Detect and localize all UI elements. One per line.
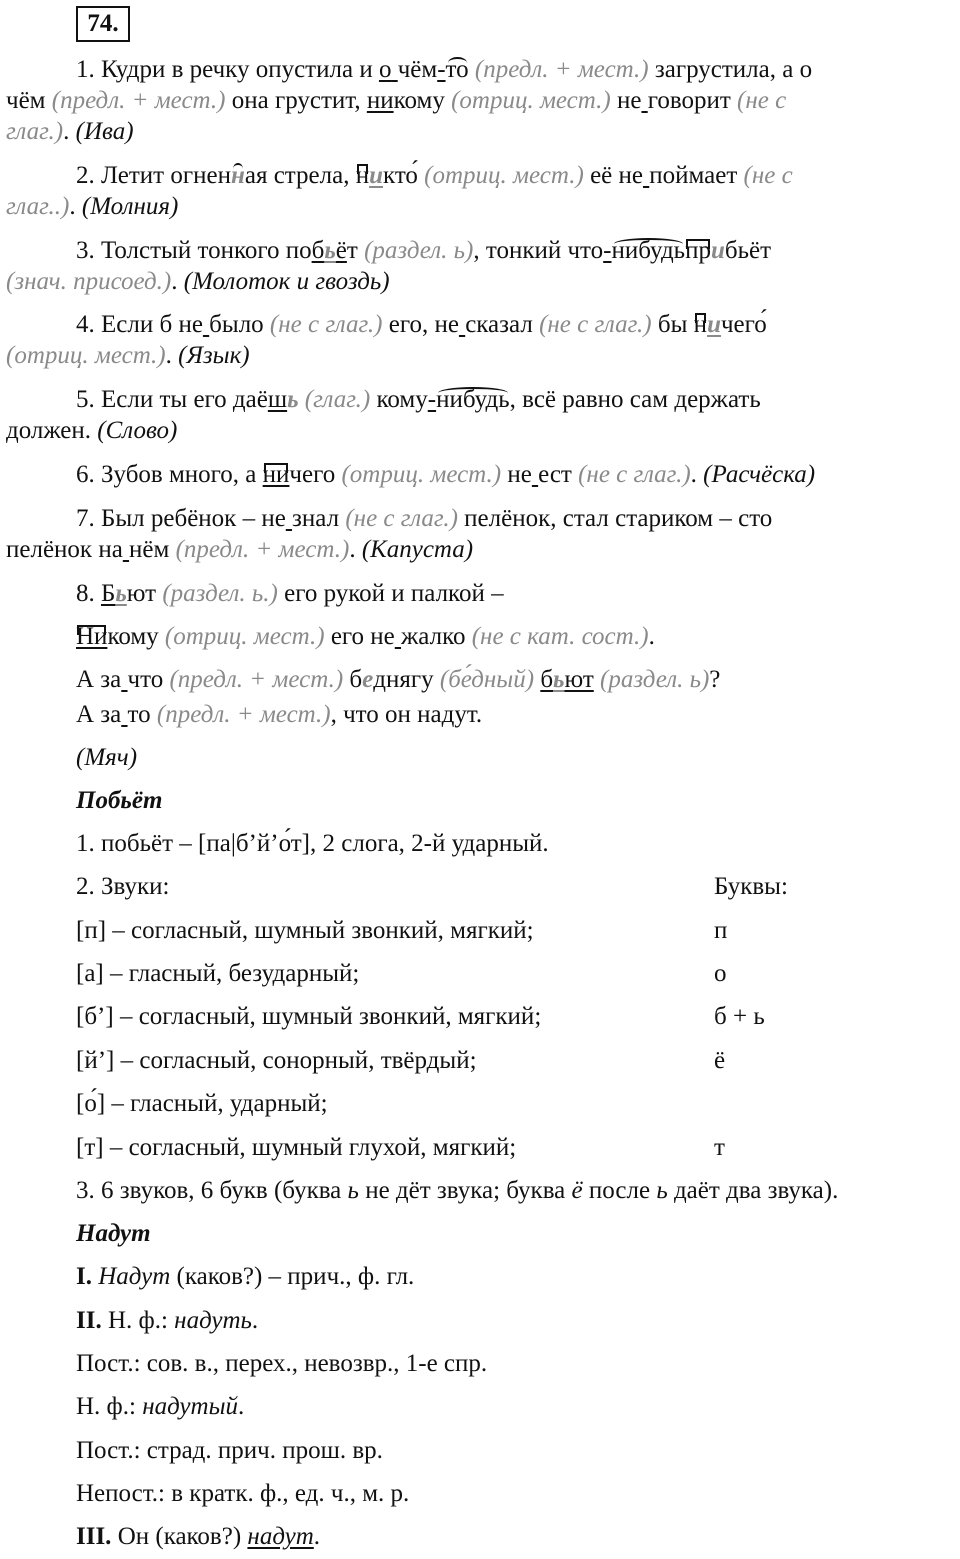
word-nadut: надут: [247, 1523, 314, 1550]
text: чего: [289, 461, 342, 488]
grammar-note: (раздел. ь.): [162, 580, 278, 607]
text: , что он надут.: [330, 701, 483, 728]
hyphen-mark: -: [603, 237, 612, 264]
letter-b: б: [540, 666, 554, 693]
text: .: [313, 1523, 321, 1550]
riddle-4-line-1: [76, 310, 767, 340]
text: не: [501, 461, 532, 488]
morph-line-6: Непост.: в кратк. ф., ед. ч., м. р.: [76, 1480, 410, 1507]
text: кто́: [383, 162, 425, 189]
sound-row-5: [о́] – гласный, ударный;: [76, 1090, 328, 1117]
riddle-answer: (Ива): [75, 118, 134, 145]
text: нём: [129, 536, 176, 563]
text: чём: [6, 87, 52, 114]
riddle-8-line-1: [76, 579, 504, 609]
text: знал: [292, 505, 346, 532]
riddle-answer: (Молоток и гвоздь): [183, 268, 390, 295]
text: её не: [583, 162, 643, 189]
prefix-pr: пр: [685, 237, 711, 264]
text: т: [346, 237, 365, 264]
text: .: [63, 118, 76, 145]
text: 3. Толстый тонкого по: [76, 237, 312, 264]
grammar-note: (отриц. мест.): [164, 623, 325, 650]
prefix-ni: ни: [366, 87, 394, 114]
grammar-note: (раздел. ь): [600, 666, 710, 693]
text: .: [251, 1307, 259, 1334]
text: ая стрела,: [244, 162, 356, 189]
soft-sign: ь: [324, 237, 336, 264]
text: , тонкий что: [473, 237, 604, 264]
riddle-answer: (Мяч): [76, 744, 138, 771]
text: сказал: [465, 311, 540, 338]
text: пелёнок на: [6, 536, 123, 563]
soft-sign: ь: [115, 580, 127, 607]
text: 4. Если б не: [76, 311, 203, 338]
check-word: (бе́дный): [439, 666, 535, 693]
text: было: [209, 311, 270, 338]
suffix-to: то: [445, 56, 469, 83]
grammar-note: глаг.): [6, 118, 64, 145]
text: .: [165, 342, 179, 369]
sound-row-6: [т] – согласный, шумный глухой, мягкий;: [76, 1134, 517, 1161]
morph-line-4: [76, 1392, 244, 1422]
phonetic-line: 1. побьёт – [па|б’й’о́т], 2 слога, 2-й ударный.: [76, 830, 549, 857]
text: кому: [393, 87, 452, 114]
letter-yo: ё: [571, 1177, 583, 1204]
grammar-note: (не с кат. сост.): [471, 623, 649, 650]
text: после: [582, 1177, 657, 1204]
sound-row-1: [п] – согласный, шумный звонкий, мягкий;: [76, 917, 534, 944]
vowel-i: и: [369, 162, 383, 189]
grammar-note: (отриц. мест.): [424, 162, 584, 189]
suffix-nibud: нибудь: [611, 237, 686, 264]
word-nadut: Надут: [98, 1263, 171, 1290]
count-line: [76, 1176, 838, 1206]
vowel-i: и: [707, 311, 721, 338]
riddle-6-line-1: [76, 460, 815, 490]
letters-header: Буквы:: [714, 873, 788, 900]
grammar-note: (отриц. мест.): [341, 461, 502, 488]
word-nadut: надуть: [174, 1307, 252, 1334]
task-number: 74.: [76, 6, 130, 42]
riddle-3-line-1: [76, 236, 771, 266]
riddle-8-line-2: [76, 622, 655, 652]
text: 8.: [76, 580, 101, 607]
riddle-1-line-2: [6, 86, 786, 116]
hyphen-mark: -: [437, 56, 446, 83]
grammar-note: (не с глаг.): [578, 461, 691, 488]
text: 1. Кудри в речку опустила и: [76, 56, 379, 83]
letter-soft-sign: ь: [656, 1177, 668, 1204]
text: .: [648, 623, 655, 650]
heading-nadut: Надут: [76, 1220, 151, 1247]
grammar-note: (предл. + мест.): [474, 56, 649, 83]
grammar-note: (предл. + мест.): [169, 666, 344, 693]
suffix-n: н: [230, 162, 245, 189]
roman-numeral: II.: [76, 1307, 102, 1334]
grammar-note: (глаг.): [304, 386, 371, 413]
text: пелёнок, стал стариком – сто: [457, 505, 773, 532]
riddle-answer: (Расчёска): [703, 461, 816, 488]
text: А за: [76, 701, 122, 728]
prefix-n: н: [693, 311, 708, 338]
grammar-note: глаг..): [6, 193, 70, 220]
riddle-answer: (Язык): [178, 342, 250, 369]
letter-row-1: п: [714, 917, 728, 944]
morph-line-1: [76, 1262, 414, 1292]
sound-row-3: [б’] – согласный, шумный звонкий, мягкий;: [76, 1003, 542, 1030]
riddle-8-line-3: [76, 665, 720, 695]
riddle-3-line-2: [6, 267, 390, 297]
grammar-note: (не с глаг.): [345, 505, 458, 532]
riddle-4-line-2: [6, 341, 250, 371]
text: А за: [76, 666, 122, 693]
text: .: [349, 536, 362, 563]
letter-row-3: б + ь: [714, 1003, 765, 1030]
text: 3. 6 звуков, 6 букв (буква: [76, 1177, 348, 1204]
text: днягу: [373, 666, 440, 693]
grammar-note: (предл. + мест.): [51, 87, 226, 114]
text: .: [238, 1393, 245, 1420]
soft-sign: ь: [287, 386, 299, 413]
prep-o: о: [378, 56, 392, 83]
grammar-note: (не с глаг.): [269, 311, 383, 338]
text: его, не: [382, 311, 459, 338]
text: чего́: [720, 311, 767, 338]
vowel-e: е: [362, 666, 374, 693]
text: жалко: [401, 623, 472, 650]
grammar-note: (не с глаг.): [539, 311, 652, 338]
text: ?: [709, 666, 721, 693]
text: .: [690, 461, 704, 488]
text: 5. Если ты его даё: [76, 386, 268, 413]
suffix-nibud: нибудь: [436, 386, 510, 413]
riddle-7-line-1: [76, 504, 772, 534]
text: бы: [651, 311, 694, 338]
word-nadutyy: надутый: [142, 1393, 239, 1420]
riddle-7-line-2: [6, 535, 473, 565]
grammar-note: (знач. присоед.): [6, 268, 172, 295]
grammar-note: (раздел. ь): [364, 237, 474, 264]
letter-row-2: о: [714, 960, 727, 987]
text: .: [69, 193, 82, 220]
text: не: [610, 87, 642, 114]
letter-row-4: ё: [714, 1047, 726, 1074]
text: то: [127, 701, 157, 728]
text: ют: [126, 580, 163, 607]
prefix-ni: ни: [262, 461, 290, 488]
text: не дёт звука; буква: [358, 1177, 572, 1204]
text: , всё равно сам держать: [509, 386, 761, 413]
text: .: [171, 268, 184, 295]
word-chem: чём: [397, 56, 438, 83]
grammar-note: (предл. + мест.): [156, 701, 331, 728]
text: что: [127, 666, 170, 693]
text: Он (каков?): [111, 1523, 248, 1550]
riddle-5-line-1: [76, 385, 761, 415]
riddle-answer: (Капуста): [361, 536, 474, 563]
grammar-note: (не с: [743, 162, 793, 189]
soft-sign: ь: [553, 666, 565, 693]
text: 6. Зубов много, а: [76, 461, 263, 488]
riddle-1-line-3: [6, 117, 134, 147]
grammar-note: (отриц. мест.): [6, 342, 166, 369]
grammar-note: (отриц. мест.): [451, 87, 611, 114]
text: Н. ф.:: [101, 1307, 175, 1334]
letter-b: Б: [101, 580, 116, 607]
text: загрустила, а о: [648, 56, 813, 83]
vowel-i: и: [710, 237, 725, 264]
heading-pobyot: Побьёт: [76, 787, 163, 814]
letter-sh: ш: [267, 386, 288, 413]
roman-numeral: III.: [76, 1523, 112, 1550]
morph-line-3: Пост.: сов. в., перех., невозвр., 1-е спр.: [76, 1350, 488, 1377]
morph-line-7: [76, 1522, 320, 1552]
text: бьёт: [724, 237, 772, 264]
sound-row-2: [а] – гласный, безударный;: [76, 960, 360, 987]
text: его рукой и палкой –: [277, 580, 504, 607]
text: б: [343, 666, 363, 693]
text: его не: [324, 623, 395, 650]
morph-line-5: Пост.: страд. прич. прош. вр.: [76, 1437, 383, 1464]
text: говорит: [647, 87, 738, 114]
letters-yut: ют: [564, 666, 594, 693]
prefix-n: н: [355, 162, 370, 189]
sound-row-4: [й’] – согласный, сонорный, твёрдый;: [76, 1047, 477, 1074]
riddle-5-line-2: [6, 416, 177, 446]
riddle-answer: (Слово): [97, 417, 178, 444]
text: кому: [370, 386, 428, 413]
sounds-header: 2. Звуки:: [76, 873, 170, 900]
text: должен.: [6, 417, 98, 444]
text: (каков?) – прич., ф. гл.: [170, 1263, 415, 1290]
riddle-2-line-2: [6, 192, 178, 222]
letter-row-6: т: [714, 1134, 725, 1161]
text: кому: [107, 623, 165, 650]
hyphen-mark: -: [427, 386, 437, 413]
riddle-1-line-1: [76, 55, 812, 85]
prefix-ni: Ни: [76, 623, 108, 650]
text: 2. Летит огнен: [76, 162, 231, 189]
text: 7. Был ребёнок – не: [76, 505, 286, 532]
riddle-2-line-1: [76, 161, 793, 191]
grammar-note: (предл. + мест.): [175, 536, 350, 563]
text: поймает: [649, 162, 744, 189]
text: Н. ф.:: [76, 1393, 143, 1420]
grammar-note: (не с: [737, 87, 787, 114]
morph-line-2: [76, 1306, 258, 1336]
riddle-8-line-4: [76, 700, 482, 730]
letter-yo: ё: [335, 237, 347, 264]
text: даёт два звука).: [667, 1177, 839, 1204]
text: ест: [538, 461, 579, 488]
riddle-answer: (Молния): [81, 193, 179, 220]
roman-numeral: I.: [76, 1263, 92, 1290]
letter-soft-sign: ь: [347, 1177, 359, 1204]
text: она грустит,: [225, 87, 367, 114]
letter-b: б: [311, 237, 325, 264]
